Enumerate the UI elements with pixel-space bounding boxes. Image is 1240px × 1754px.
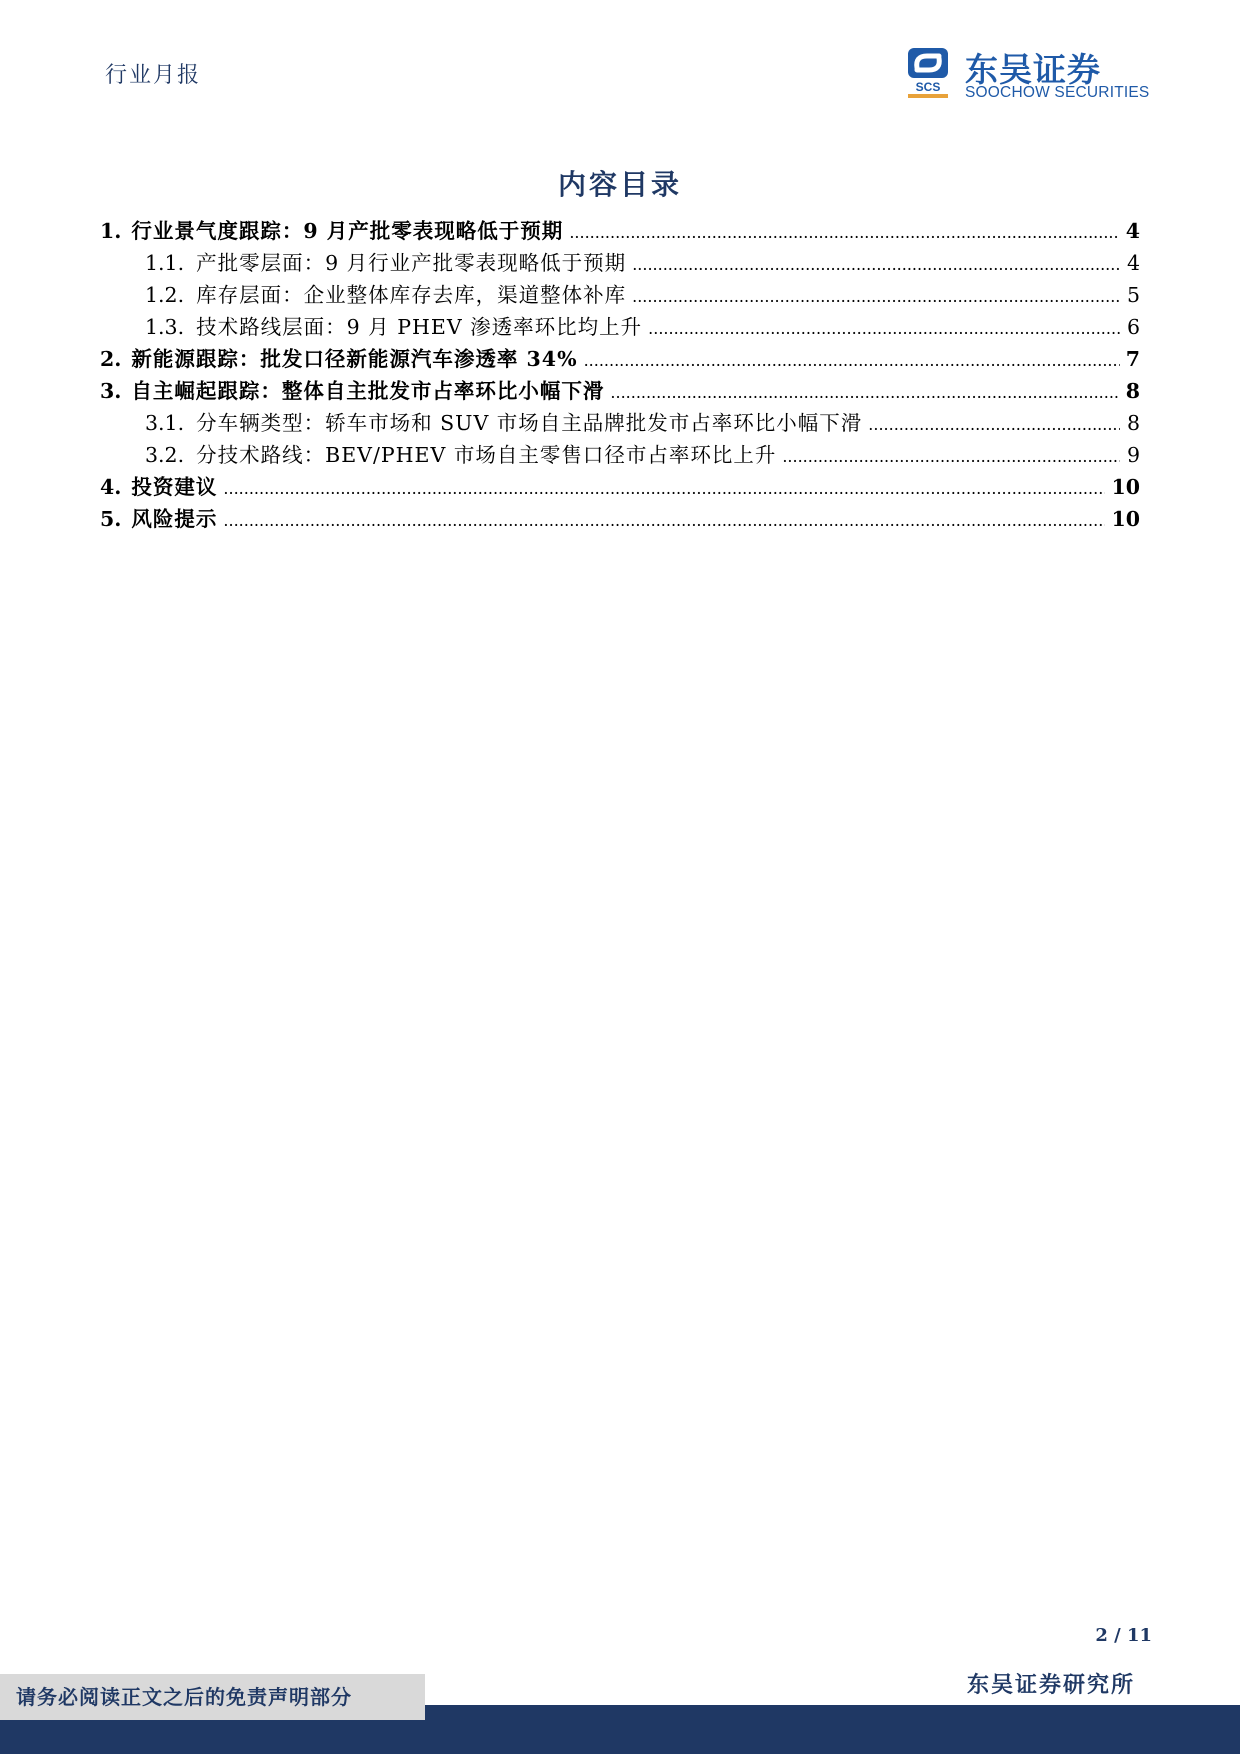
table-of-contents [100,214,1140,534]
toc-entry-page: 6 [1126,315,1140,339]
toc-entry-title: 风险提示 [131,507,218,531]
toc-leader-dots [632,255,1120,274]
toc-leader-dots [868,415,1120,434]
toc-entry-number: 3.1. [145,411,185,435]
toc-entry[interactable] [100,278,1140,310]
toc-entry[interactable] [100,214,1140,246]
toc-entry-title: 行业景气度跟踪：9 月产批零表现略低于预期 [131,219,564,243]
toc-entry-title: 投资建议 [131,475,218,499]
toc-leader-dots [584,351,1120,370]
toc-entry[interactable] [100,374,1140,406]
toc-entry-page: 4 [1126,251,1140,275]
toc-entry[interactable] [100,342,1140,374]
toc-entry-number: 1. [100,219,122,243]
toc-leader-dots [610,383,1119,402]
toc-entry-number: 3. [100,379,122,403]
toc-entry-title: 新能源跟踪：批发口径新能源汽车渗透率 34% [131,347,578,371]
toc-entry-title: 分技术路线：BEV/PHEV 市场自主零售口径市占率环比上升 [196,443,777,467]
toc-entry-number: 3.2. [145,443,185,467]
toc-entry-number: 4. [100,475,122,499]
toc-entry-title: 库存层面：企业整体库存去库，渠道整体补库 [196,283,627,307]
toc-entry[interactable] [100,438,1140,470]
toc-entry-number: 1.3. [145,315,185,339]
toc-leader-dots [632,287,1120,306]
toc-entry[interactable] [100,470,1140,502]
toc-entry[interactable] [100,502,1140,534]
toc-entry[interactable] [100,246,1140,278]
report-type-label: 行业月报 [105,63,202,88]
logo-company-name-en: SOOCHOW SECURITIES [965,84,1150,101]
toc-leader-dots [782,447,1120,466]
toc-entry-page: 4 [1125,219,1140,243]
toc-leader-dots [648,319,1120,338]
toc-leader-dots [569,223,1119,242]
toc-entry-page: 8 [1126,411,1140,435]
logo-company-name-cn: 东吴证券 [965,50,1101,89]
toc-entry-title: 技术路线层面：9 月 PHEV 渗透率环比均上升 [196,315,643,339]
company-logo [905,46,1150,104]
toc-entry-number: 5. [100,507,122,531]
toc-entry-page: 9 [1126,443,1140,467]
toc-entry-page: 8 [1125,379,1140,403]
toc-entry[interactable] [100,406,1140,438]
disclaimer-notice: 请务必阅读正文之后的免责声明部分 [0,1674,425,1720]
page-indicator: 2 / 11 [1095,1625,1152,1646]
toc-entry-page: 5 [1126,283,1140,307]
toc-title: 内容目录 [557,168,682,201]
toc-entry[interactable] [100,310,1140,342]
institute-name: 东吴证券研究所 [966,1672,1135,1698]
toc-entry-page: 10 [1111,475,1140,499]
toc-entry-title: 自主崛起跟踪：整体自主批发市占率环比小幅下滑 [131,379,605,403]
toc-entry-title: 产批零层面：9 月行业产批零表现略低于预期 [196,251,627,275]
soochow-logo-icon [905,46,955,100]
toc-entry-page: 7 [1125,347,1140,371]
toc-entry-number: 2. [100,347,122,371]
toc-entry-number: 1.1. [145,251,185,275]
toc-entry-title: 分车辆类型：轿车市场和 SUV 市场自主品牌批发市占率环比小幅下滑 [196,411,863,435]
toc-leader-dots [223,479,1105,498]
toc-entry-number: 1.2. [145,283,185,307]
toc-entry-page: 10 [1111,507,1140,531]
toc-leader-dots [223,511,1105,530]
logo-mark-text: SCS [915,80,941,94]
